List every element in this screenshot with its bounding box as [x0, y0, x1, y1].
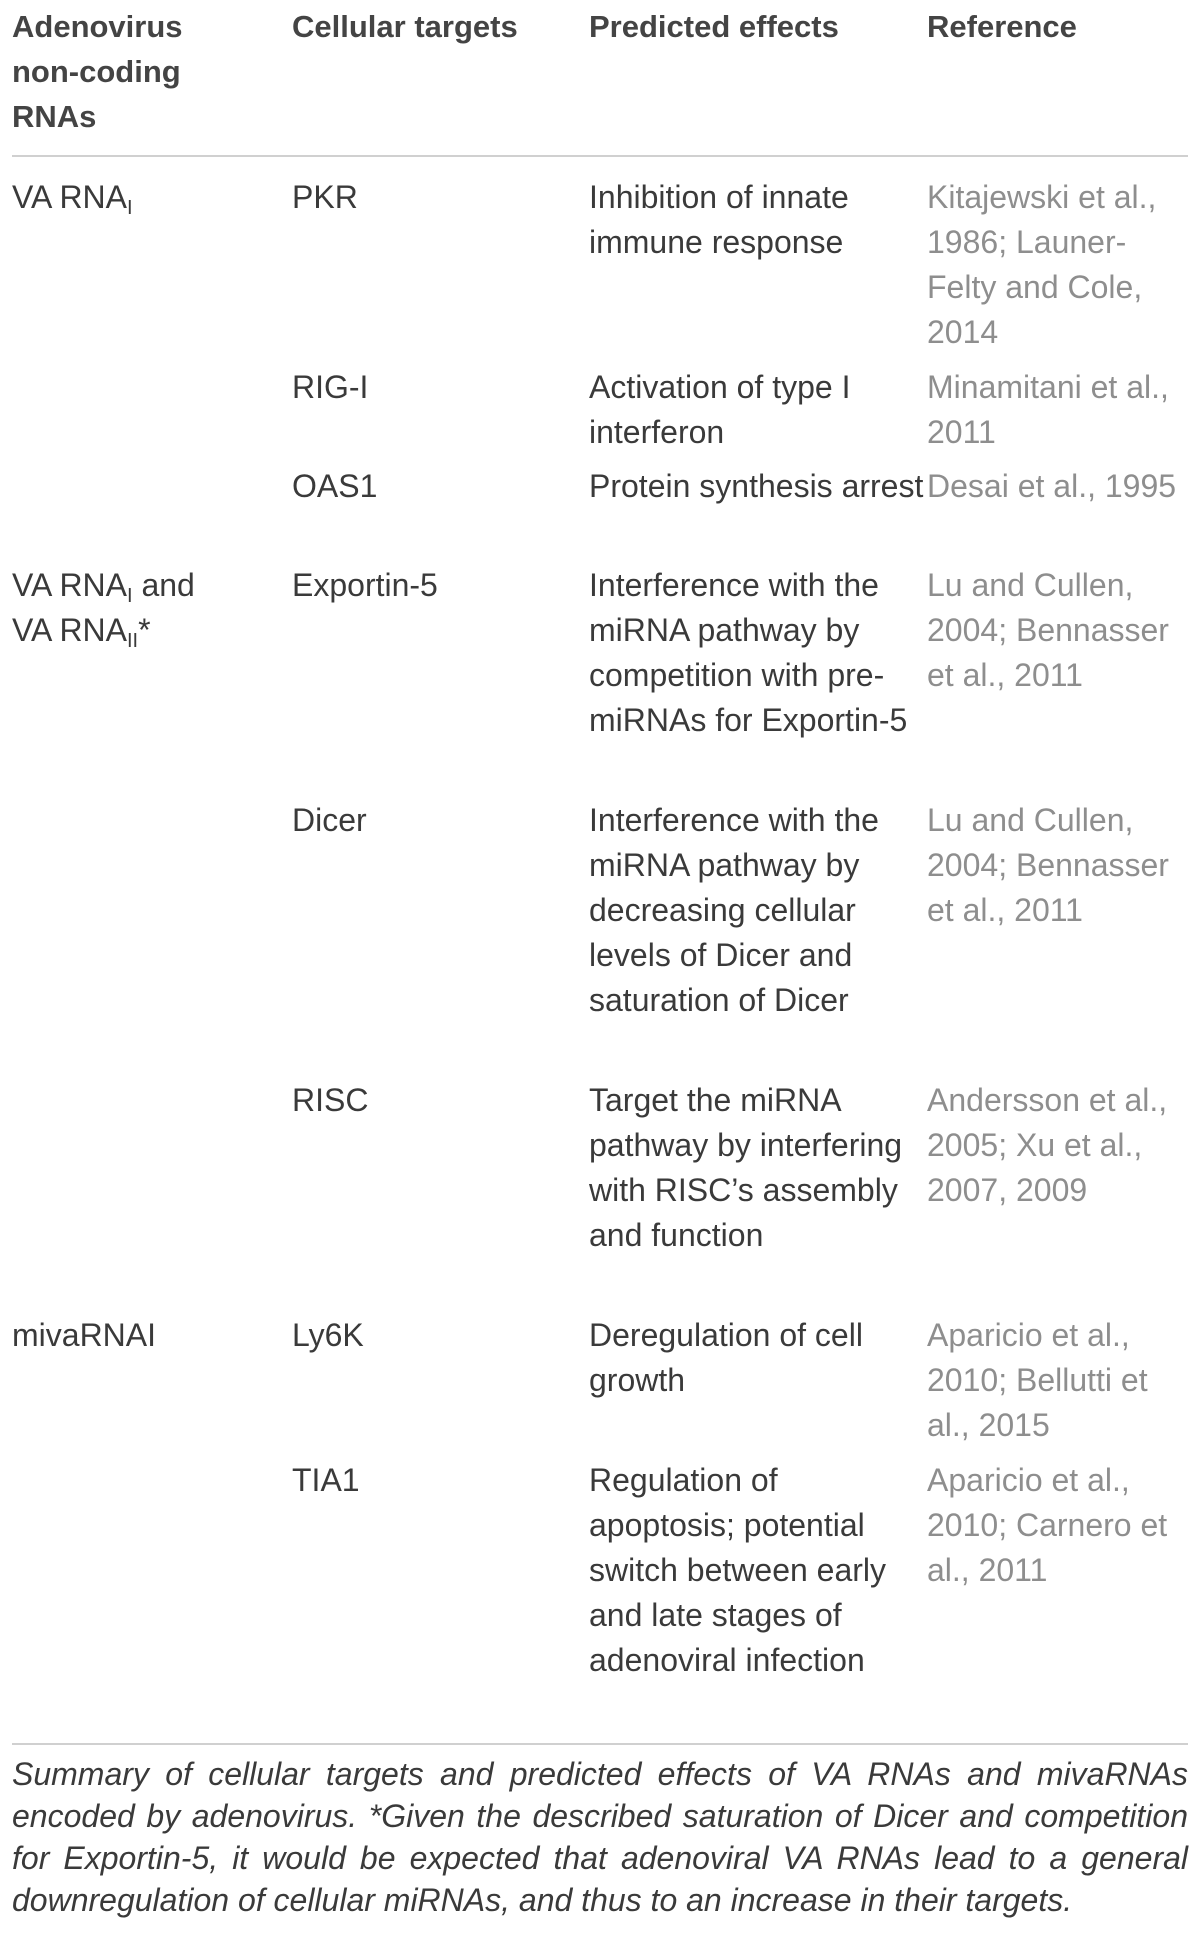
- reference-cell: Lu and Cullen, 2004; Bennasser et al., 2011: [927, 802, 1169, 928]
- reference-cell: Aparicio et al., 2010; Bellutti et al., 2015: [927, 1317, 1148, 1443]
- reference-cell: Minamitani et al., 2011: [927, 369, 1169, 450]
- target-cell: Ly6K: [292, 1317, 364, 1353]
- effect-cell: Inhibition of innate immune response: [589, 179, 849, 260]
- table-caption: Summary of cellular targets and predicted effects of VA RNAs and mivaRNAs encoded by adenovirus. *Given the described saturation of Dicer and competition for Exportin-5, it would be expected that adenoviral VA RNAs lead to a general downregulation of cellular miRNAs, and thus to an increase in their targets.: [12, 1756, 1188, 1918]
- target-cell: PKR: [292, 179, 358, 215]
- effect-cell: Interference with the miRNA pathway by competition with pre-miRNAs for Exportin-5: [589, 567, 908, 738]
- effect-cell: Interference with the miRNA pathway by decreasing cellular levels of Dicer and saturation of Dicer: [589, 802, 879, 1018]
- effect-cell: Protein synthesis arrest: [589, 468, 924, 504]
- rna-cell: mivaRNAI: [12, 1317, 157, 1353]
- target-cell: RIG-I: [292, 369, 369, 405]
- header-targets: Cellular targets: [292, 9, 518, 44]
- header-effects: Predicted effects: [589, 9, 839, 44]
- footer-rule: [12, 1743, 1188, 1745]
- target-cell: RISC: [292, 1082, 369, 1118]
- effect-cell: Activation of type I interferon: [589, 369, 851, 450]
- target-cell: Dicer: [292, 802, 367, 838]
- target-cell: OAS1: [292, 468, 378, 504]
- header-rna: Adenovirus non-coding RNAs: [12, 9, 183, 134]
- rna-cell: VA $RNA_I$ and VA $RNA_{II}*$: [12, 567, 195, 652]
- reference-cell: Lu and Cullen, 2004; Bennasser et al., 2011: [927, 567, 1169, 693]
- effect-cell: Target the miRNA pathway by interfering with RISC’s assembly and function: [589, 1082, 903, 1253]
- rna-cell: VA $RNA_I$: [12, 179, 133, 219]
- header-rule: [12, 155, 1188, 157]
- effect-cell: Regulation of apoptosis; potential switch between early and late stages of adenoviral infection: [589, 1462, 887, 1678]
- reference-cell: Kitajewski et al., 1986; Launer-Felty and Cole, 2014: [927, 179, 1157, 350]
- target-cell: TIA1: [292, 1462, 360, 1498]
- reference-cell: Andersson et al., 2005; Xu et al., 2007, 2009: [927, 1082, 1168, 1208]
- target-cell: Exportin-5: [292, 567, 438, 603]
- reference-cell: Desai et al., 1995: [927, 468, 1177, 504]
- header-reference: Reference: [927, 9, 1077, 44]
- reference-cell: Aparicio et al., 2010; Carnero et al., 2011: [927, 1462, 1168, 1588]
- effect-cell: Deregulation of cell growth: [589, 1317, 863, 1398]
